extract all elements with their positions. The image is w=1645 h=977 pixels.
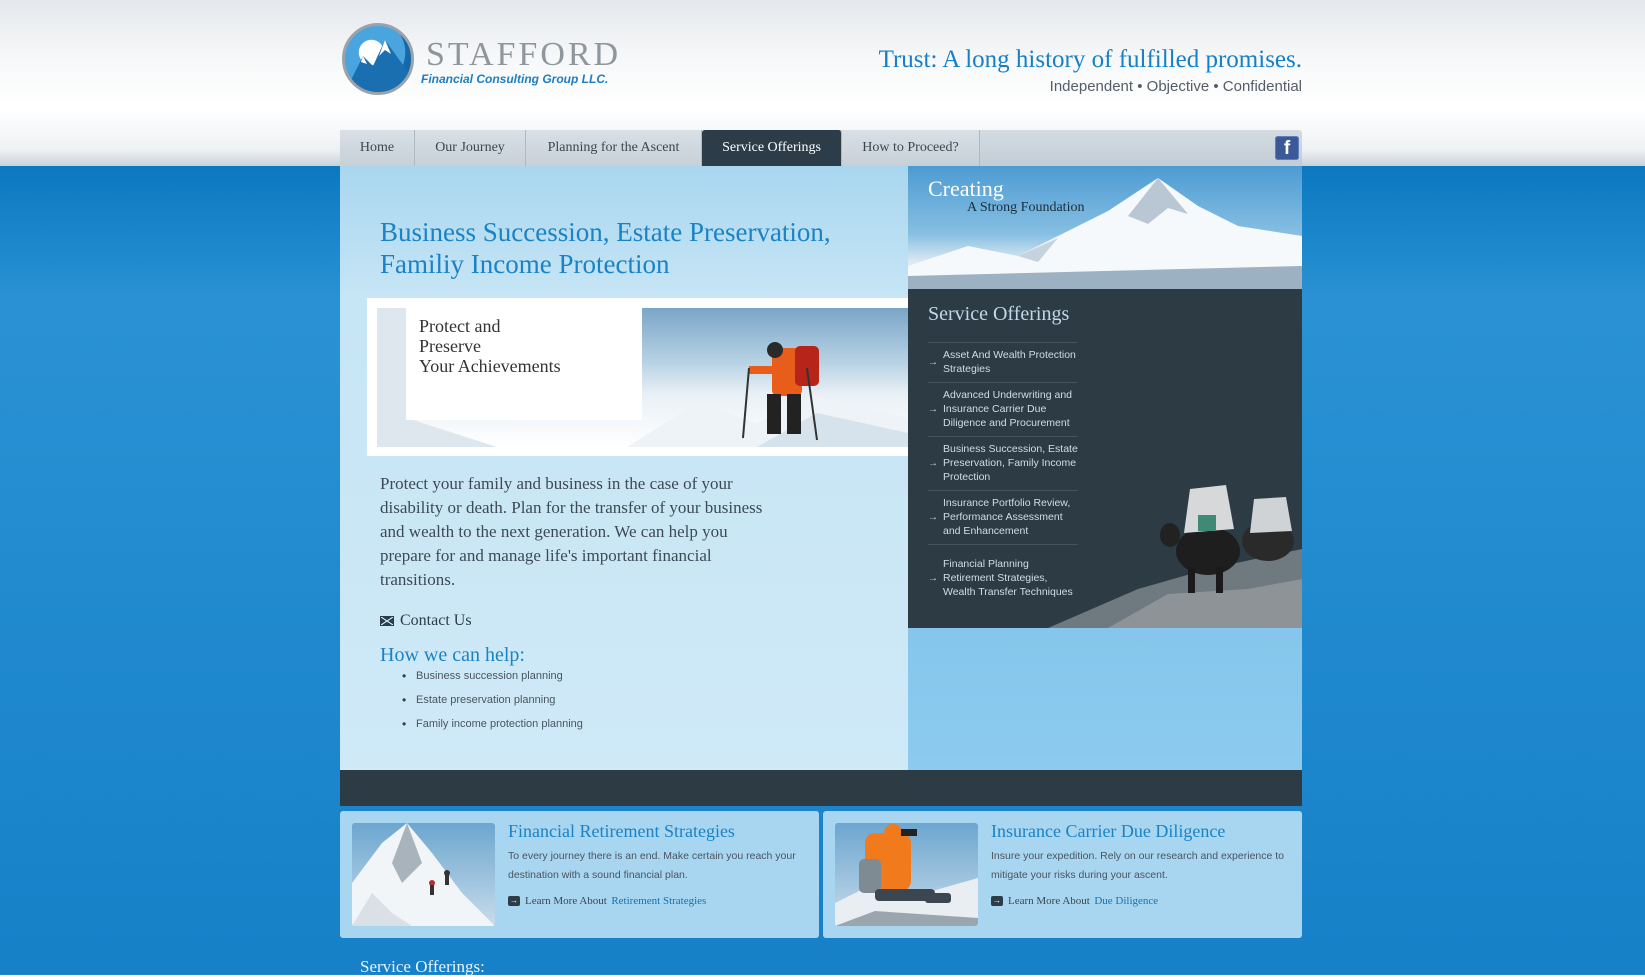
contact-us-label: Contact Us (400, 612, 472, 629)
nav-item-service-offerings[interactable]: Service Offerings (702, 130, 842, 166)
intro-paragraph: Protect your family and business in the case of your disability or death. Plan for the transfer of your business and wealth to the next generation. We can help you prepare for and manage life's important financial transitions. (380, 474, 763, 589)
service-offerings-panel (908, 289, 1302, 628)
footer-heading: Service Offerings: (360, 957, 485, 976)
link-prefix: Learn More About (525, 894, 607, 907)
sidebar-item-label: Asset And Wealth Protection Strategies (943, 349, 1076, 375)
arrow-right-icon: → (510, 895, 518, 905)
sidebar-item-asset-wealth-protection[interactable] (928, 342, 1078, 382)
sidebar (908, 166, 1302, 770)
feature-card-retirement (340, 811, 819, 938)
feature-card-due-diligence (823, 811, 1302, 938)
climbers-ridge-image (352, 823, 495, 926)
sidebar-item-advanced-underwriting[interactable] (928, 382, 1078, 436)
arrow-right-icon: → (928, 403, 938, 415)
nav-item-planning-for-the-ascent[interactable]: Planning for the Ascent (526, 130, 702, 166)
card-title: Insurance Carrier Due Diligence (991, 821, 1226, 841)
envelope-icon (380, 616, 394, 626)
sidebar-heading: Service Offerings (928, 303, 1070, 325)
card-text: To every journey there is an end. Make certain you reach your destination with a sound financial plan. (508, 850, 796, 881)
sidebar-item-label: Business Succession, Estate Preservation, Family Income Protection (943, 443, 1078, 483)
facebook-icon[interactable]: f (1275, 136, 1299, 160)
subtagline: Independent • Objective • Confidential (1049, 78, 1302, 95)
sidebar-item-label: Financial Planning Retirement Strategies, Wealth Transfer Techniques (943, 558, 1073, 598)
hero-banner (367, 298, 908, 456)
hero-caption: Protect and Preserve Your Achievements (419, 316, 561, 376)
nav-item-home[interactable]: Home (340, 130, 415, 166)
link-emphasis: Due Diligence (1094, 894, 1159, 907)
sidebar-item-label: Insurance Portfolio Review, Performance Assessment and Enhancement (943, 497, 1071, 537)
list-item: • Family income protection planning (402, 716, 583, 740)
learn-more-retirement-link[interactable] (508, 892, 706, 908)
content-divider-strip (340, 770, 1302, 806)
help-list (402, 668, 583, 740)
climber-binoculars-image (835, 823, 978, 926)
main-nav (340, 130, 1302, 166)
page-title (380, 216, 880, 280)
learn-more-due-diligence-link[interactable] (991, 892, 1158, 908)
sidebar-item-business-succession[interactable] (928, 436, 1078, 490)
arrow-right-icon: → (928, 457, 938, 469)
link-emphasis: Retirement Strategies (611, 894, 707, 907)
sidebar-banner-title: Creating (928, 176, 1004, 201)
sidebar-mountain-banner (908, 166, 1302, 289)
brand-subtitle: Financial Consulting Group LLC. (421, 72, 609, 86)
sidebar-item-financial-planning[interactable] (928, 544, 1078, 612)
hero-caption-box (406, 308, 642, 420)
page-title-line-2: Familiy Income Protection (380, 249, 670, 279)
nav-item-our-journey[interactable]: Our Journey (415, 130, 526, 166)
page-title-line-1: Business Succession, Estate Preservation, (380, 217, 831, 247)
sidebar-item-label: Advanced Underwriting and Insurance Carrier Due Diligence and Procurement (943, 389, 1072, 429)
arrow-right-icon: → (928, 356, 938, 368)
logo[interactable] (340, 20, 622, 100)
nav-item-how-to-proceed[interactable]: How to Proceed? (842, 130, 980, 166)
link-prefix: Learn More About (1008, 894, 1090, 907)
card-text: Insure your expedition. Rely on our research and experience to mitigate your risks during your ascent. (991, 850, 1285, 881)
logo-mountain-icon (342, 23, 414, 95)
card-title: Financial Retirement Strategies (508, 821, 735, 841)
arrow-right-icon: → (928, 572, 938, 584)
arrow-right-icon: → (993, 895, 1001, 905)
tagline: Trust: A long history of fulfilled promises. (878, 46, 1302, 73)
brand-name: STAFFORD (426, 36, 622, 73)
service-offerings-list (928, 342, 1078, 612)
sidebar-banner-subtitle: A Strong Foundation (967, 200, 1085, 215)
help-heading: How we can help: (380, 644, 525, 666)
page-wrapper (340, 0, 1302, 975)
contact-us-link[interactable] (380, 612, 472, 632)
sidebar-item-insurance-portfolio-review[interactable] (928, 490, 1078, 544)
main-content (340, 166, 908, 770)
list-item: • Estate preservation planning (402, 692, 583, 716)
arrow-right-icon: → (928, 511, 938, 523)
list-item: • Business succession planning (402, 668, 583, 692)
